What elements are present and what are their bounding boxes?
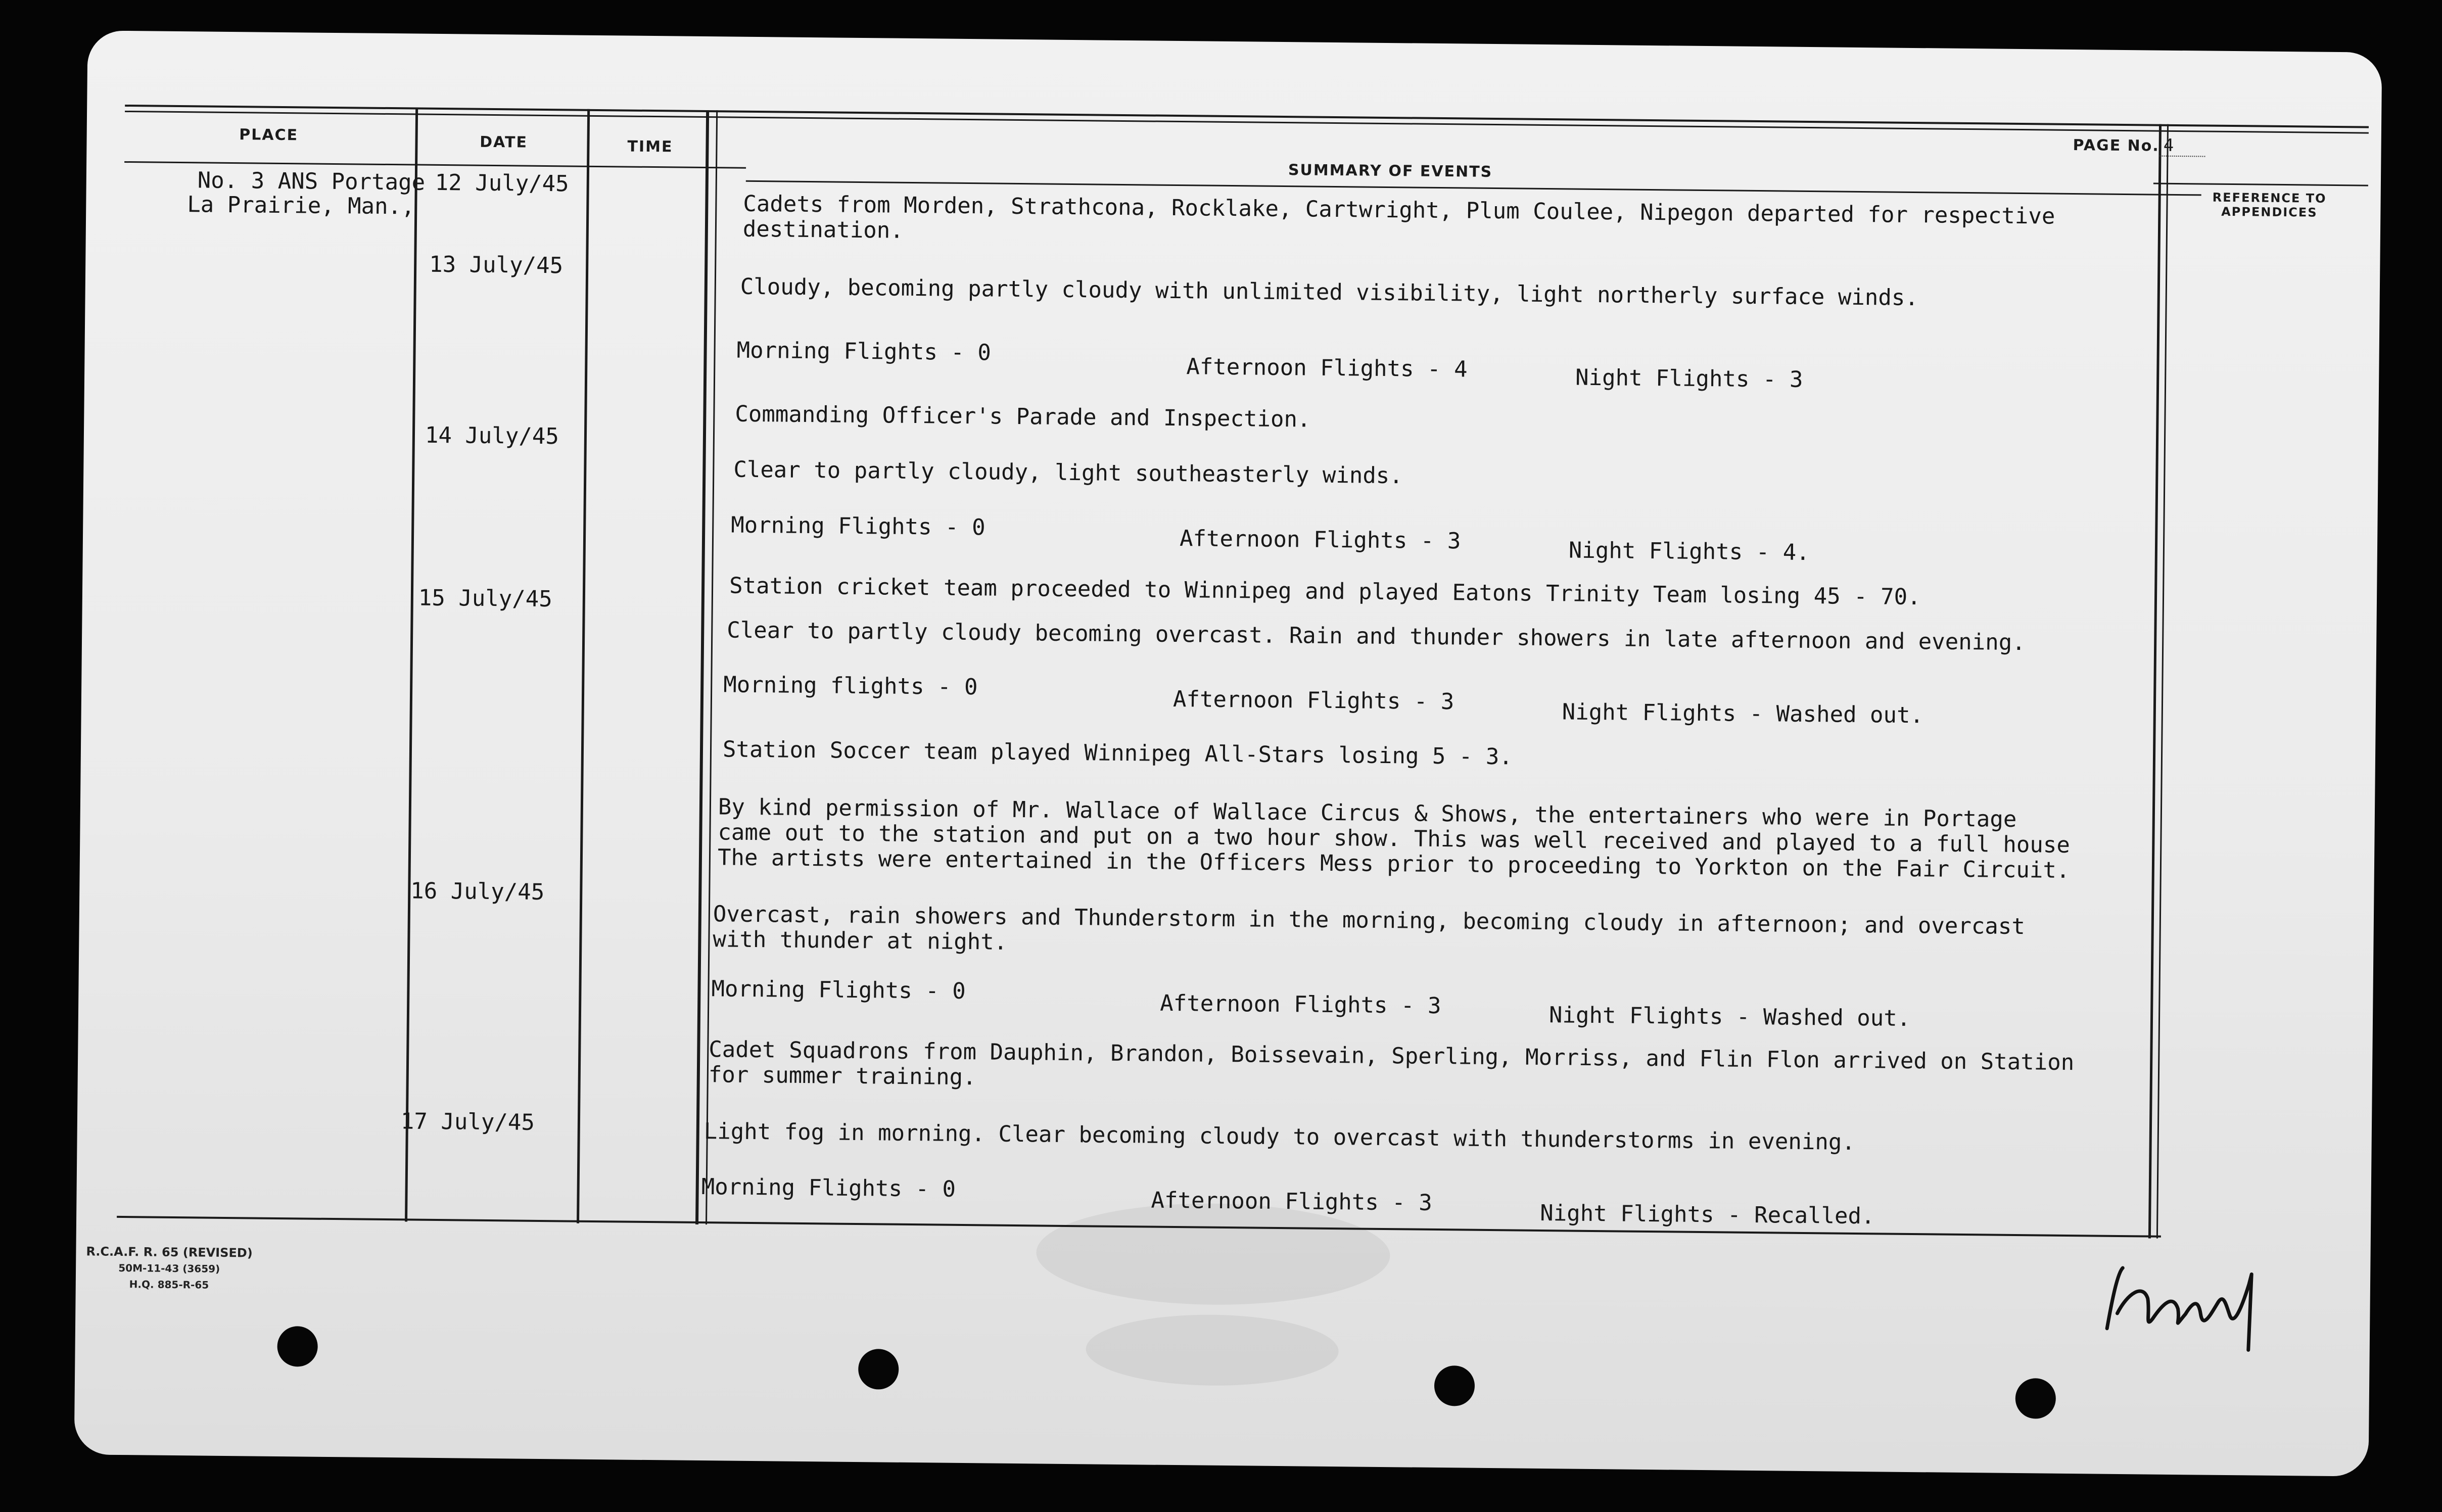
paper-stain [1086,1313,1339,1387]
event-cricket: Station cricket team proceeded to Winnipeg and played Eatons Trinity Team losing 45 - 70. [729,573,1921,610]
flights-afternoon: Afternoon Flights - 3 [1160,990,1441,1019]
event-weather: Clear to partly cloudy, light southeasterly winds. [733,456,1403,489]
date-entry: 12 July/45 [435,169,569,197]
flights-night: Night Flights - Recalled. [1540,1200,1875,1230]
page-number: 4 [2159,135,2205,157]
date-entry: 16 July/45 [410,878,545,906]
form-id-line: R.C.A.F. R. 65 (REVISED) [86,1244,253,1260]
event-weather: Cloudy, becoming partly cloudy with unlimited visibility, light northerly surface winds. [740,273,1919,311]
event-weather: Light fog in morning. Clear becoming cloudy to overcast with thunderstorms in evening. [703,1118,1856,1155]
event-parade: Commanding Officer's Parade and Inspection. [735,401,1311,433]
event-cadets: Cadet Squadrons from Dauphin, Brandon, Boissevain, Sperling, Morriss, and Flin Flon arrived on Station for summer training. [708,1036,2075,1091]
punch-hole [277,1326,318,1367]
top-rule-second [125,111,2369,134]
place-line-1: No. 3 ANS Portage [197,167,426,196]
flights-afternoon: Afternoon Flights - 3 [1179,526,1461,554]
date-entry: 15 July/45 [418,585,553,612]
flights-afternoon: Afternoon Flights - 3 [1151,1187,1433,1216]
flights-morning: Morning Flights - 0 [736,337,992,366]
record-sheet [74,30,2382,1476]
column-line-date [577,109,590,1223]
flights-night: Night Flights - 4. [1568,537,1810,566]
event-weather: Clear to partly cloudy becoming overcast. Rain and thunder showers in late afternoon and evening. [727,617,2026,656]
form-identifier [86,1243,253,1293]
column-header-place: PLACE [239,126,299,145]
header-rule-reference [2153,183,2368,186]
date-entry: 13 July/45 [429,251,563,279]
form-id-line: H.Q. 885-R-65 [129,1278,209,1291]
event-departure: Cadets from Morden, Strathcona, Rocklake, Cartwright, Plum Coulee, Nipegon departed for respective destination. [742,191,2055,244]
column-header-time: TIME [627,137,673,156]
column-header-date: DATE [480,133,528,152]
form-id-line: 50M-11-43 (3659) [118,1261,220,1275]
flights-morning: Morning Flights - 0 [701,1174,956,1202]
column-header-summary: SUMMARY OF EVENTS [1288,161,1493,181]
date-entry: 14 July/45 [425,422,559,450]
page-label: PAGE No. [2073,136,2159,155]
event-weather: Overcast, rain showers and Thunderstorm in the morning, becoming cloudy in afternoon; and overcast with thunder at night. [713,901,2026,955]
column-line-reference [2148,124,2162,1239]
place-line-2: La Prairie, Man., [187,192,415,220]
event-soccer: Station Soccer team played Winnipeg All-Stars losing 5 - 3. [722,736,1513,770]
date-entry: 17 July/45 [400,1108,535,1136]
punch-hole [2015,1378,2056,1419]
flights-morning: Morning Flights - 0 [731,512,985,541]
event-circus: By kind permission of Mr. Wallace of Wallace Circus & Shows, the entertainers who were in Portage came out to the station and put on a two hour show. This was well received and played to a full house The artists were entertained in the Officers Mess prior to proceeding to Yorkton on the Fair Circuit. [717,794,2071,883]
flights-afternoon: Afternoon Flights - 4 [1186,354,1468,383]
flights-night: Night Flights - Washed out. [1548,1002,1911,1031]
punch-hole [858,1349,899,1390]
paper-stain [1036,1202,1391,1306]
flights-afternoon: Afternoon Flights - 3 [1172,686,1454,715]
flights-night: Night Flights - Washed out. [1562,699,1924,729]
signature [2097,1253,2270,1355]
top-rule [125,105,2369,128]
flights-morning: Morning flights - 0 [723,672,978,700]
column-header-reference: REFERENCE TO APPENDICES [2212,190,2327,220]
flights-morning: Morning Flights - 0 [711,976,966,1005]
column-line-place [405,108,418,1222]
flights-night: Night Flights - 3 [1575,364,1803,393]
page-number-label [2073,134,2255,156]
punch-hole [1434,1365,1475,1406]
